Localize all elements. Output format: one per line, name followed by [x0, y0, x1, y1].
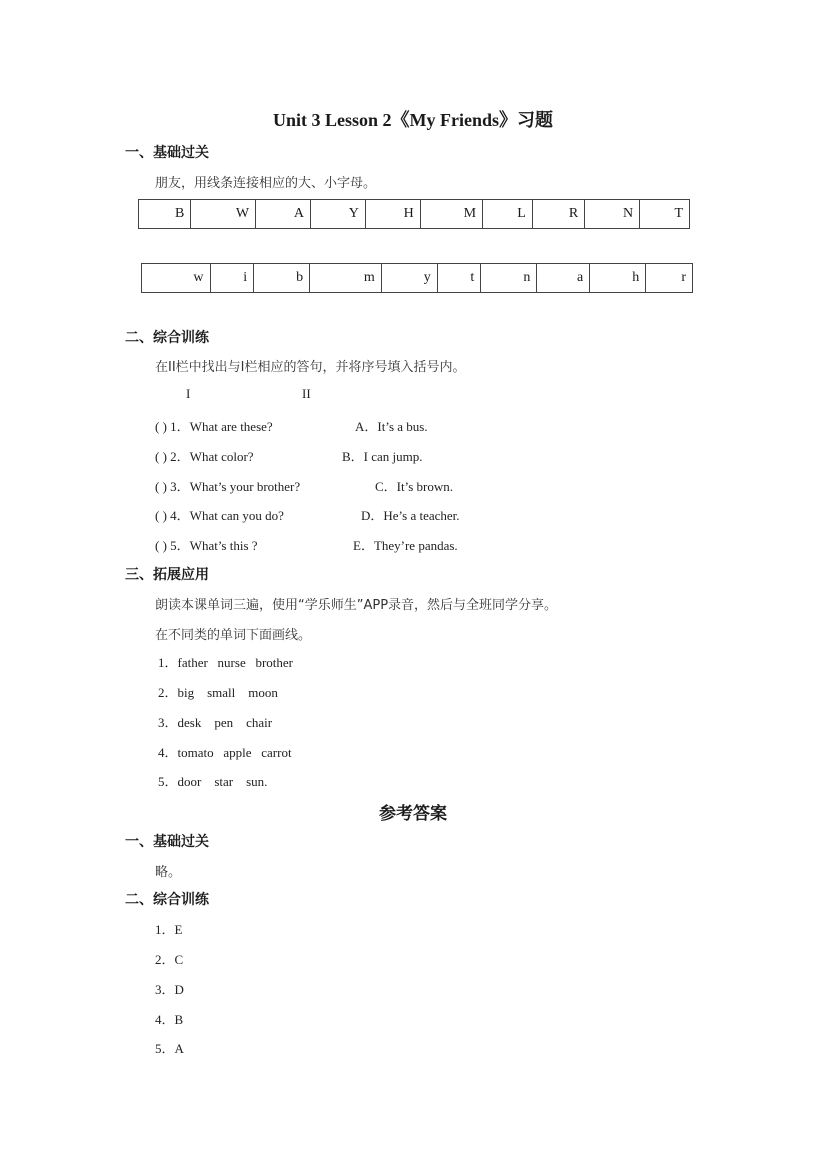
answer-blank[interactable]: ( ) [155, 508, 167, 523]
question-text: 1．What are these? [170, 419, 273, 434]
lowercase-cell: w [142, 264, 211, 293]
lowercase-cell: t [437, 264, 481, 293]
section1-heading: 一、基础过关 [125, 145, 209, 161]
question-text: 5．What’s this ? [170, 538, 258, 553]
answer-item: 3．D [155, 982, 184, 997]
question-text: 4．What can you do? [170, 508, 284, 523]
question-row [155, 416, 428, 435]
answer-item: 5．A [155, 1041, 184, 1056]
uppercase-cell: W [191, 200, 256, 229]
question-text: 2．What color? [170, 449, 254, 464]
lowercase-cell: n [481, 264, 537, 293]
page-title: Unit 3 Lesson 2《My Friends》习题 [272, 110, 553, 130]
lowercase-cell: h [590, 264, 646, 293]
question-row [155, 476, 454, 495]
lowercase-cell: a [537, 264, 590, 293]
answer-section2-heading: 二、综合训练 [125, 892, 209, 908]
lowercase-table [141, 263, 693, 293]
uppercase-table [138, 199, 690, 229]
answer-item: 4．B [155, 1012, 184, 1027]
uppercase-cell: R [532, 200, 584, 229]
column-ii-label: II [302, 386, 311, 401]
question-row [155, 505, 460, 524]
answer-blank[interactable]: ( ) [155, 419, 167, 434]
uppercase-cell: L [483, 200, 533, 229]
word-group-item: 3．desk pen chair [158, 715, 273, 730]
answer-option: E．They’re pandas. [353, 538, 458, 553]
lowercase-cell: r [646, 264, 693, 293]
uppercase-cell: N [585, 200, 640, 229]
word-group-item: 5．door star sun. [158, 774, 268, 789]
section3-instruction-1: 朗读本课单词三遍，使用“学乐师生”APP录音，然后与全班同学分享。 [155, 598, 558, 613]
answer-option: D．He’s a teacher. [361, 508, 460, 523]
lowercase-cell: i [210, 264, 254, 293]
answer-key-title: 参考答案 [379, 804, 447, 824]
question-row [155, 446, 423, 465]
answer-option: B．I can jump. [342, 449, 423, 464]
answer-option: A．It’s a bus. [355, 419, 428, 434]
uppercase-cell: A [256, 200, 311, 229]
lowercase-cell: m [310, 264, 382, 293]
answer-section1-heading: 一、基础过关 [125, 834, 209, 850]
answer-item: 1．E [155, 922, 183, 937]
answer-blank[interactable]: ( ) [155, 449, 167, 464]
question-text: 3．What’s your brother? [170, 479, 301, 494]
answer-option: C．It’s brown. [375, 479, 454, 494]
column-i-label: I [186, 386, 191, 401]
word-group-item: 4．tomato apple carrot [158, 745, 292, 760]
uppercase-cell: Y [310, 200, 365, 229]
answer-item: 2．C [155, 952, 184, 967]
section3-instruction-2: 在不同类的单词下面画线。 [155, 628, 312, 643]
section2-instruction: 在II栏中找出与I栏相应的答句，并将序号填入括号内。 [155, 360, 466, 375]
uppercase-cell: M [420, 200, 482, 229]
answer-section1-text: 略。 [155, 865, 182, 880]
question-row [155, 535, 458, 554]
section2-heading: 二、综合训练 [125, 330, 209, 346]
section1-instruction: 朋友，用线条连接相应的大、小字母。 [155, 176, 377, 191]
uppercase-cell: T [640, 200, 690, 229]
answer-blank[interactable]: ( ) [155, 538, 167, 553]
uppercase-cell: B [139, 200, 191, 229]
lowercase-cell: b [254, 264, 310, 293]
word-group-item: 1．father nurse brother [158, 655, 294, 670]
uppercase-cell: H [365, 200, 420, 229]
answer-blank[interactable]: ( ) [155, 479, 167, 494]
section3-heading: 三、拓展应用 [125, 567, 209, 583]
lowercase-cell: y [381, 264, 437, 293]
word-group-item: 2．big small moon [158, 685, 278, 700]
